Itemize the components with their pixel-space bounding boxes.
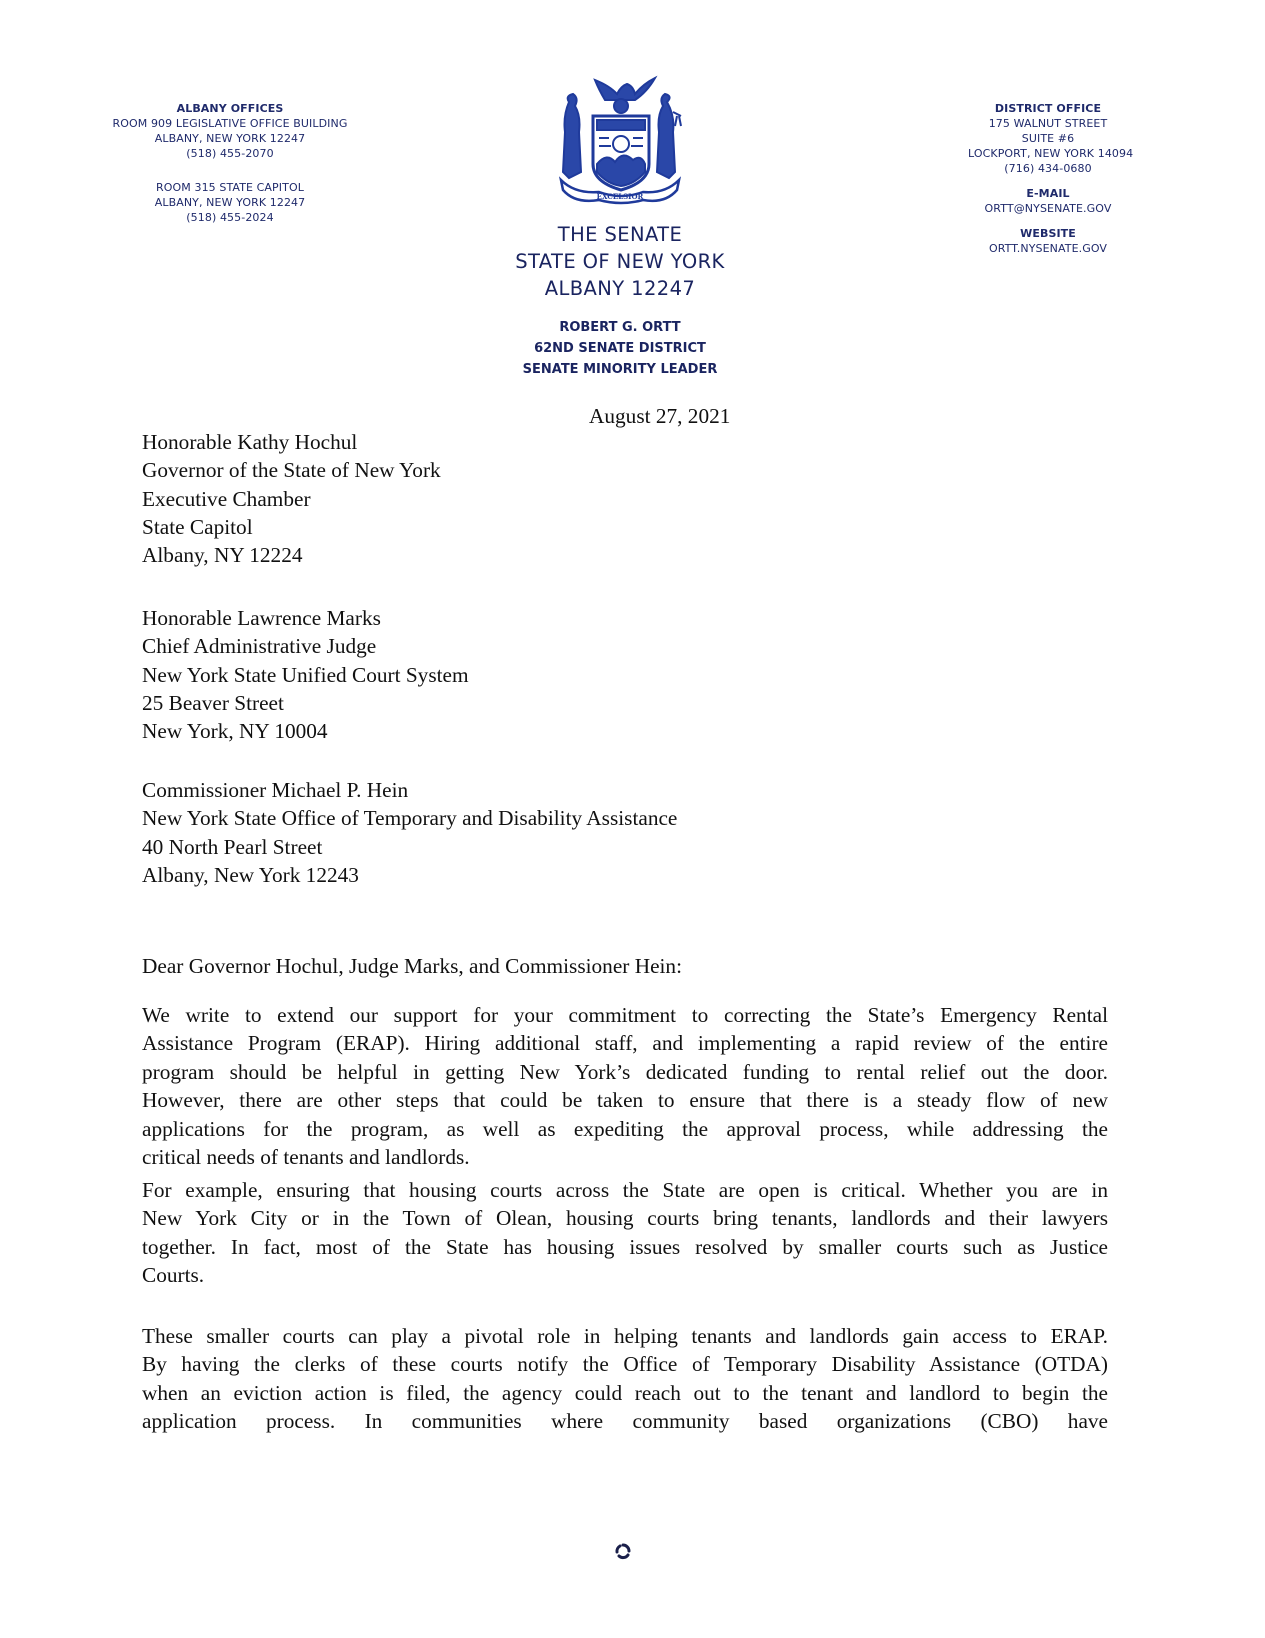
- paragraph-line: For example, ensuring that housing courts across the State are open is critical. Whether you are in: [142, 1178, 1108, 1202]
- email-address: ORTT@NYSENATE.GOV: [984, 202, 1112, 215]
- body-paragraph-1: [142, 1001, 1108, 1171]
- senator-title: SENATE MINORITY LEADER: [522, 362, 718, 377]
- recipient-line: Commissioner Michael P. Hein: [142, 778, 409, 802]
- recipient-line: New York State Office of Temporary and Disability Assistance: [142, 806, 678, 831]
- recipient-line: Chief Administrative Judge: [142, 634, 377, 659]
- paragraph-line: These smaller courts can play a pivotal role in helping tenants and landlords gain access to ERAP.: [142, 1324, 1108, 1348]
- paragraph-line: when an eviction action is filed, the agency could reach out to the tenant and landlord to begin the: [142, 1380, 1108, 1405]
- district-address-line: SUITE #6: [1021, 132, 1075, 145]
- recipient-address-judge: [142, 604, 469, 745]
- website-address: ORTT.NYSENATE.GOV: [988, 242, 1108, 255]
- albany-office1-line: ALBANY, NEW YORK 12247: [154, 132, 306, 145]
- recipient-line: Governor of the State of New York: [142, 458, 441, 483]
- recipient-line: 40 North Pearl Street: [142, 834, 323, 859]
- senate-header-block: [480, 221, 760, 380]
- recipient-line: Honorable Lawrence Marks: [142, 606, 381, 630]
- recipient-line: State Capitol: [142, 514, 253, 539]
- district-address-line: 175 WALNUT STREET: [988, 117, 1108, 130]
- salutation: Dear Governor Hochul, Judge Marks, and Commissioner Hein:: [142, 954, 683, 978]
- albany-zip: ALBANY 12247: [544, 277, 696, 300]
- recipient-line: Executive Chamber: [142, 486, 311, 511]
- albany-offices-block: [80, 101, 380, 225]
- paragraph-line: applications for the program, as well as expediting the approval process, while addressing the: [142, 1116, 1108, 1141]
- senator-name: ROBERT G. ORTT: [559, 320, 681, 335]
- recipient-address-governor: [142, 428, 441, 569]
- letter-date: August 27, 2021: [589, 404, 731, 428]
- district-office-heading: DISTRICT OFFICE: [994, 102, 1102, 115]
- new-york-state-seal-icon: [555, 72, 685, 206]
- paragraph-line: However, there are other steps that could be taken to ensure that there is a steady flow of new: [142, 1088, 1108, 1113]
- state-title: STATE OF NEW YORK: [515, 250, 725, 273]
- website-label: WEBSITE: [1020, 227, 1076, 240]
- district-address-line: LOCKPORT, NEW YORK 14094: [968, 147, 1134, 160]
- district-office-block: [968, 101, 1134, 256]
- paragraph-line: By having the clerks of these courts notify the Office of Temporary Disability Assistance (OTDA): [142, 1352, 1108, 1377]
- paragraph-line: application process. In communities where community based organizations (CBO) have: [142, 1409, 1108, 1434]
- recipient-line: Honorable Kathy Hochul: [142, 430, 358, 454]
- recipient-line: Albany, NY 12224: [142, 543, 303, 568]
- senate-title: THE SENATE: [557, 223, 683, 246]
- recycle-icon: [614, 1542, 632, 1560]
- paragraph-line: program should be helpful in getting New York’s dedicated funding to rental relief out the door.: [142, 1059, 1108, 1084]
- senate-district: 62ND SENATE DISTRICT: [534, 341, 706, 356]
- recipient-line: Albany, New York 12243: [142, 862, 359, 887]
- paragraph-line: critical needs of tenants and landlords.: [142, 1145, 470, 1170]
- paragraph-line: Assistance Program (ERAP). Hiring additional staff, and implementing a rapid review of the entire: [142, 1031, 1108, 1056]
- body-paragraph-3: [142, 1322, 1108, 1436]
- paragraph-line: Courts.: [142, 1263, 205, 1288]
- paragraph-line: together. In fact, most of the State has housing issues resolved by smaller courts such as Justice: [142, 1234, 1108, 1259]
- albany-offices-heading: ALBANY OFFICES: [176, 102, 284, 115]
- albany-office2-phone: (518) 455-2024: [186, 211, 274, 224]
- albany-office1-phone: (518) 455-2070: [186, 147, 274, 160]
- svg-text:EXCELSIOR: EXCELSIOR: [596, 192, 644, 201]
- paragraph-line: We write to extend our support for your commitment to correcting the State’s Emergency Rental: [142, 1003, 1108, 1027]
- district-phone: (716) 434-0680: [1004, 162, 1092, 175]
- recipient-address-commissioner: [142, 776, 677, 889]
- albany-office1-line: ROOM 909 LEGISLATIVE OFFICE BUILDING: [112, 117, 348, 130]
- email-label: E-MAIL: [1026, 187, 1070, 200]
- body-paragraph-2: [142, 1176, 1108, 1290]
- recipient-line: New York, NY 10004: [142, 719, 328, 744]
- albany-office2-line: ROOM 315 STATE CAPITOL: [156, 181, 304, 194]
- paragraph-line: New York City or in the Town of Olean, housing courts bring tenants, landlords and their lawyers: [142, 1206, 1108, 1231]
- recipient-line: 25 Beaver Street: [142, 690, 284, 715]
- albany-office2-line: ALBANY, NEW YORK 12247: [154, 196, 306, 209]
- recipient-line: New York State Unified Court System: [142, 662, 469, 687]
